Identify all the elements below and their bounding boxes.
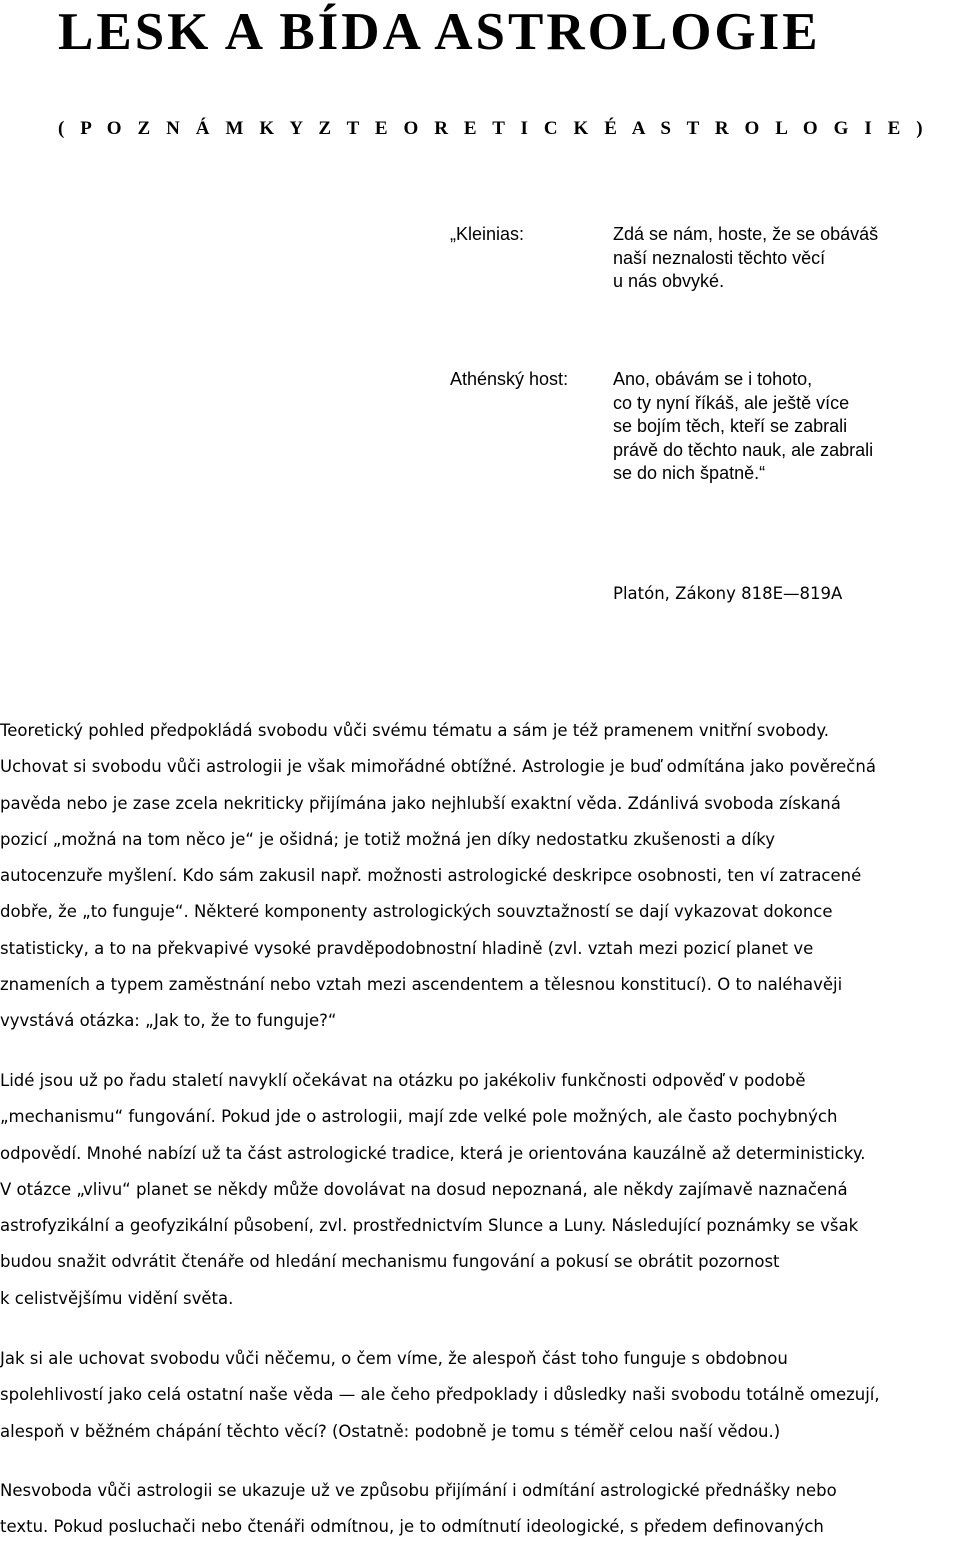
paragraph-line: dobře, že „to funguje“. Některé komponenty astrologických souvztažností se dají vykazovat dokonce [0, 902, 833, 922]
body-paragraph-4 [0, 1473, 960, 1546]
paragraph-line: Uchovat si svobodu vůči astrologii je však mimořádné obtížné. Astrologie je buď odmítána jako pověrečná [0, 757, 876, 777]
speech-line: Ano, obávám se i tohoto, [613, 369, 813, 389]
paragraph-line: alespoň v běžném chápání těchto věcí? (Ostatně: podobně je tomu s téměř celou naší vědou.) [0, 1421, 781, 1441]
paragraph-line: Jak si ale uchovat svobodu vůči něčemu, o čem víme, že alespoň část toho funguje s obdobnou [0, 1349, 788, 1368]
dialogue-speaker: „Kleinias: [450, 224, 525, 244]
paragraph-line: V otázce „vlivu“ planet se někdy může dovolávat na dosud nepoznaná, ale někdy zajímavě naznačená [0, 1179, 848, 1199]
speech-line: u nás obvyké. [613, 271, 725, 291]
paragraph-line: spolehlivostí jako celá ostatní naše věda — ale čeho předpoklady i důsledky naši svobodu totálně omezují, [0, 1385, 880, 1405]
body-paragraph-3 [0, 1341, 960, 1450]
paragraph-line: „mechanismu“ fungování. Pokud jde o astrologii, mají zde velké pole možných, ale často pochybných [0, 1107, 838, 1127]
paragraph-line: vyvstává otázka: „Jak to, že to funguje?“ [0, 1011, 337, 1031]
paragraph-line: Lidé jsou už po řadu staletí navyklí očekávat na otázku po jakékoliv funkčnosti odpověď v podobě [0, 1071, 806, 1090]
paragraph-line: znameních a typem zaměstnání nebo vztah mezi ascendentem a tělesnou konstitucí). O to naléhavěji [0, 975, 843, 995]
speech-line: naší neznalosti těchto věcí [613, 247, 826, 268]
speech-line: právě do těchto nauk, ale zabrali [613, 439, 874, 460]
body-paragraph-2 [0, 1063, 960, 1317]
speech-line: Zdá se nám, hoste, že se obáváš [613, 224, 879, 244]
paragraph-line: pozicí „možná na tom něco je“ je ošidná; je totiž možná jen díky nedostatku zkušenosti a díky [0, 829, 775, 849]
paragraph-line: statisticky, a to na překvapivé vysoké pravděpodobnostní hladině (zvl. vztah mezi pozicí planet ve [0, 938, 814, 958]
speech-line: se bojím těch, kteří se zabrali [613, 416, 848, 436]
paragraph-line: pavěda nebo je zase zcela nekriticky přijímána jako nejhlubší exaktní věda. Zdánlivá svoboda získaná [0, 793, 841, 813]
document-title: LESK A BÍDA ASTROLOGIE [58, 3, 821, 61]
paragraph-line: astrofyzikální a geofyzikální působení, zvl. prostřednictvím Slunce a Luny. Následující poznámky se však [0, 1216, 859, 1236]
body-paragraph-1 [0, 713, 960, 1040]
paragraph-line: Nesvoboda vůči astrologii se ukazuje už ve způsobu přijímání i odmítání astrologické přednášky nebo [0, 1481, 837, 1500]
paragraph-line: Teoretický pohled předpokládá svobodu vůči svému tématu a sám je též pramenem vnitřní svobody. [0, 721, 830, 740]
paragraph-line: autocenzuře myšlení. Kdo sám zakusil např. možnosti astrologické deskripce osobnosti, ten ví zatracené [0, 866, 862, 886]
dialogue-speech [613, 223, 943, 294]
paragraph-line: odpovědí. Mnohé nabízí už ta část astrologické tradice, která je orientována kauzálně až deterministicky. [0, 1143, 866, 1163]
dialogue-speaker: Athénský host: [450, 369, 569, 389]
dialogue-speech [613, 368, 943, 486]
paragraph-line: budou snažit odvrátit čtenáře od hledání mechanismu fungování a pokusí se obrátit pozornost [0, 1252, 780, 1272]
paragraph-line: k celistvějšímu vidění světa. [0, 1288, 234, 1308]
speech-line: co ty nyní říkáš, ale ještě více [613, 392, 850, 413]
document-subtitle: ( P O Z N Á M K Y Z T E O R E T I C K É A S T R O L O G I E ) [58, 118, 929, 139]
speech-line: se do nich špatně.“ [613, 463, 766, 483]
quote-citation: Platón, Zákony 818E—819A [613, 584, 843, 603]
paragraph-line: textu. Pokud posluchači nebo čtenáři odmítnou, je to odmítnutí ideologické, s předem definovaných [0, 1517, 824, 1537]
